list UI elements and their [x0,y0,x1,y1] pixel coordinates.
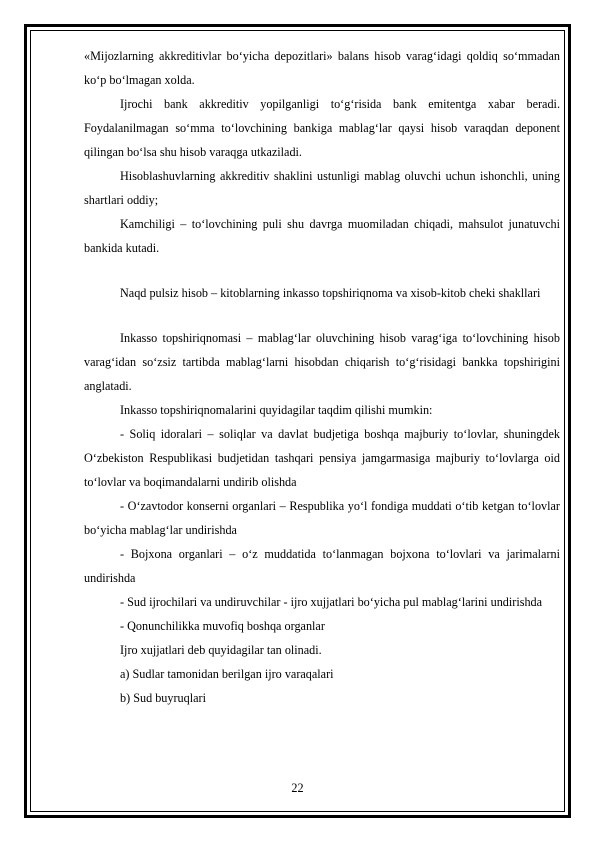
list-item-road-concern: - O‘zavtodor konserni organlari – Respublika yo‘l fondiga muddati o‘tib ketgan to‘lovlar bo‘yicha mablag‘lar undirishda [84,499,560,537]
section-heading: Naqd pulsiz hisob – kitoblarning inkasso topshiriqnoma va xisob-kitob cheki shakllari [120,286,541,300]
list-item-a: a) Sudlar tamonidan berilgan ijro varaqalari [120,667,334,681]
page-number: 22 [291,781,304,795]
paragraph-advantages: Hisoblashuvlarning akkreditiv shaklini ustunligi mablag oluvchi uchun ishonchli, uning shartlari oddiy; [84,169,560,207]
paragraph-enforcement-documents: Ijro xujjatlari deb quyidagilar tan olinadi. [120,643,322,657]
paragraph-collection-order-definition: Inkasso topshiriqnomasi – mablag‘lar oluvchining hisob varag‘iga to‘lovchining hisob varag‘idan so‘zsiz tartibda mablag‘larni hisobdan chiqarish to‘g‘risidagi bankka topshirigini anglatadi. [84,331,560,393]
paragraph-deposit-balance: «Mijozlarning akkreditivlar bo‘yicha depozitlari» balans hisob varag‘idagi qoldiq so‘mmadan ko‘p bo‘lmagan xolda. [84,49,560,87]
list-item-tax-authorities: - Soliq idoralari – soliqlar va davlat budjetiga boshqa majburiy to‘lovlar, shuningdek O‘zbekiston Respublikasi budjetidan tashqari pensiya jamgarmasiga majburiy to‘lovlarga oid to‘lovlar va boqimandalarni undirib olishda [84,427,560,489]
list-item-customs: - Bojxona organlari – o‘z muddatida to‘lanmagan bojxona to‘lovlari va jarimalarni undirishda [84,547,560,585]
document-body [84,44,560,710]
paragraph-who-may-submit: Inkasso topshiriqnomalarini quyidagilar taqdim qilishi mumkin: [120,403,433,417]
list-item-b: b) Sud buyruqlari [120,691,206,705]
paragraph-executing-bank: Ijrochi bank akkreditiv yopilganligi to‘g‘risida bank emitentga xabar beradi. Foydalanilmagan so‘mma to‘lovchining bankiga mablag‘lar qaysi hisob varaqdan deponent qilingan bo‘lsa shu hisob varaqga utkaziladi. [84,97,560,159]
paragraph-disadvantages: Kamchiligi – to‘lovchining puli shu davrga muomiladan chiqadi, mahsulot junatuvchi bankida kutadi. [84,217,560,255]
list-item-bailiffs: - Sud ijrochilari va undiruvchilar - ijro xujjatlari bo‘yicha pul mablag‘larini undirishda [120,595,543,609]
list-item-other-bodies: - Qonunchilikka muvofiq boshqa organlar [120,619,325,633]
